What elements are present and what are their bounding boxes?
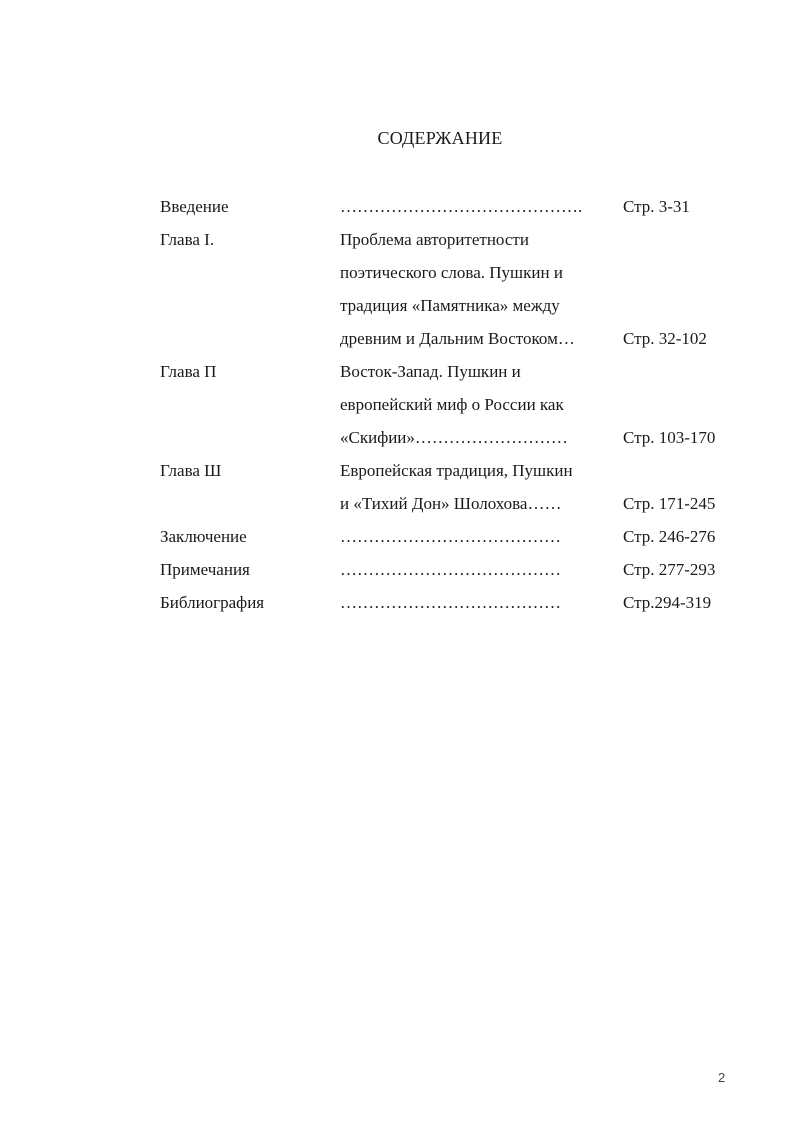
toc-line [160, 260, 760, 293]
page-title: СОДЕРЖАНИЕ [377, 128, 503, 148]
toc-page: Стр. 246-276 [623, 527, 716, 546]
toc-text: поэтического слова. Пушкин и [340, 263, 563, 282]
toc-line [160, 194, 760, 227]
toc-page: Стр. 171-245 [623, 494, 716, 513]
toc-label: Глава Ш [160, 461, 222, 480]
toc-line [160, 326, 760, 359]
toc-line [160, 359, 760, 392]
toc-line [160, 491, 760, 524]
toc-text: древним и Дальним Востоком… [340, 329, 575, 348]
toc-text: Восток-Запад. Пушкин и [340, 362, 521, 381]
toc-text: «Скифии»……………………… [340, 428, 568, 447]
toc-line [160, 227, 760, 260]
toc-text: Европейская традиция, Пушкин [340, 461, 573, 480]
toc-line [160, 524, 760, 557]
toc-page: Стр. 3-31 [623, 197, 690, 216]
table-of-contents [160, 194, 760, 623]
toc-line [160, 458, 760, 491]
toc-text: Проблема авторитетности [340, 230, 529, 249]
toc-text: ………………………………… [340, 527, 561, 546]
toc-line [160, 392, 760, 425]
toc-text: традиция «Памятника» между [340, 296, 560, 315]
toc-page: Стр.294-319 [623, 593, 712, 612]
toc-line [160, 293, 760, 326]
toc-text: и «Тихий Дон» Шолохова…… [340, 494, 562, 513]
toc-text: европейский миф о России как [340, 395, 564, 414]
toc-line [160, 557, 760, 590]
toc-text: ………………………………… [340, 560, 561, 579]
toc-page: Стр. 32-102 [623, 329, 707, 348]
toc-page: Стр. 277-293 [623, 560, 716, 579]
toc-label: Примечания [160, 560, 250, 579]
toc-text: ……………………………………. [340, 197, 583, 216]
page-number: 2 [718, 1070, 726, 1085]
toc-page: Стр. 103-170 [623, 428, 716, 447]
toc-text: ………………………………… [340, 593, 561, 612]
toc-label: Глава П [160, 362, 217, 381]
toc-line [160, 590, 760, 623]
toc-line [160, 425, 760, 458]
toc-label: Введение [160, 197, 229, 216]
toc-label: Библиография [160, 593, 265, 612]
toc-label: Глава I. [160, 230, 215, 249]
toc-label: Заключение [160, 527, 247, 546]
